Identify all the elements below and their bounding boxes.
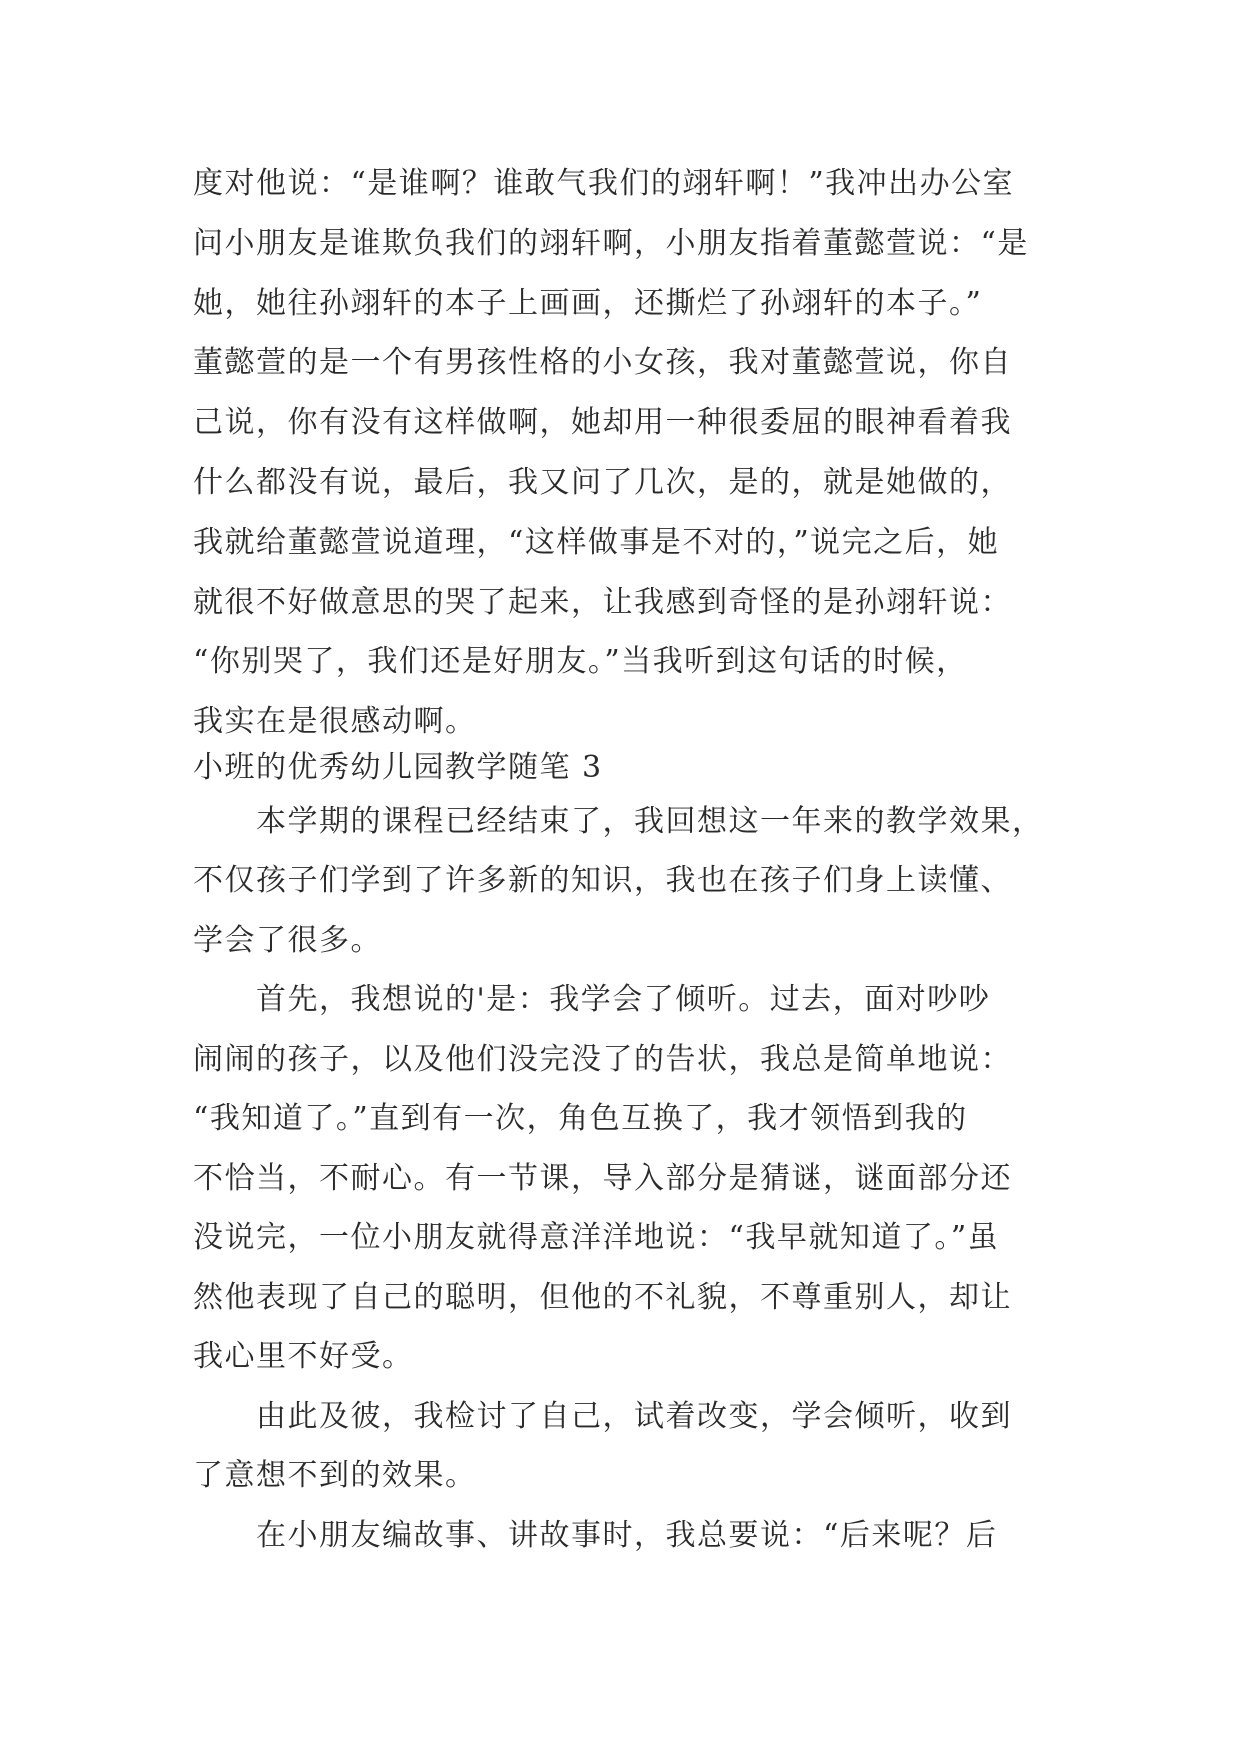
text-line: 由此及彼，我检讨了自己，试着改变，学会倾听，收到	[256, 1399, 1012, 1434]
text-line: 度对他说：“是谁啊？谁敢气我们的翊轩啊！”我冲出办公室	[193, 166, 1015, 201]
text-line: 她，她往孙翊轩的本子上画画，还撕烂了孙翊轩的本子。”	[193, 286, 983, 321]
text-line: 了意想不到的效果。	[193, 1458, 477, 1493]
text-line: “我知道了。”直到有一次，角色互换了，我才领悟到我的	[193, 1101, 968, 1136]
text-line: 在小朋友编故事、讲故事时，我总要说：“后来呢？后	[256, 1518, 998, 1553]
text-line: 闹闹的孩子，以及他们没完没了的告状，我总是简单地说：	[193, 1042, 1012, 1077]
text-line: 就很不好做意思的哭了起来，让我感到奇怪的是孙翊轩说：	[193, 585, 1012, 620]
text-line: 己说，你有没有这样做啊，她却用一种很委屈的眼神看着我	[193, 405, 1012, 440]
text-line: 本学期的课程已经结束了，我回想这一年来的教学效果，	[256, 804, 1044, 839]
text-line: “你别哭了，我们还是好朋友。”当我听到这句话的时候，	[193, 644, 968, 679]
text-line: 然他表现了自己的聪明，但他的不礼貌，不尊重别人，却让	[193, 1280, 1012, 1315]
text-line: 我就给董懿萱说道理，“这样做事是不对的，”说完之后，她	[193, 525, 1000, 560]
text-line: 不恰当，不耐心。有一节课，导入部分是猜谜，谜面部分还	[193, 1161, 1012, 1196]
section-heading: 小班的优秀幼儿园教学随笔 3	[193, 750, 603, 785]
text-line: 学会了很多。	[193, 923, 382, 958]
text-line: 什么都没有说，最后，我又问了几次，是的，就是她做的，	[193, 465, 1012, 500]
text-line: 没说完，一位小朋友就得意洋洋地说：“我早就知道了。”虽	[193, 1220, 1000, 1255]
text-line: 我心里不好受。	[193, 1339, 414, 1374]
text-line: 我实在是很感动啊。	[193, 704, 477, 739]
text-line: 不仅孩子们学到了许多新的知识，我也在孩子们身上读懂、	[193, 863, 1012, 898]
text-line: 首先，我想说的'是：我学会了倾听。过去，面对吵吵	[256, 982, 991, 1017]
text-line: 董懿萱的是一个有男孩性格的小女孩，我对董懿萱说，你自	[193, 345, 1012, 380]
text-line: 问小朋友是谁欺负我们的翊轩啊，小朋友指着董懿萱说：“是	[193, 226, 1029, 261]
